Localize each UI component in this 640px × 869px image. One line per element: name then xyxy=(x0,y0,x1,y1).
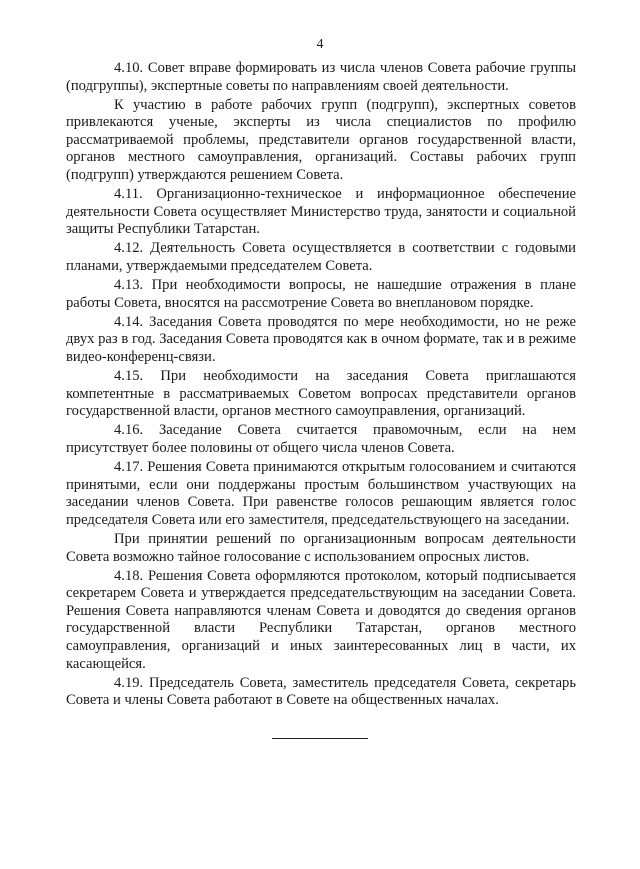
paragraph-4-15: 4.15. При необходимости на заседания Совета приглашаются компетентные в рассматриваемых Советом вопросах представители органов государственной власти, органов местного самоуправления, организаций. xyxy=(66,368,576,420)
paragraph-4-12: 4.12. Деятельность Совета осуществляется в соответствии с годовыми планами, утверждаемыми председателем Совета. xyxy=(66,240,576,275)
paragraph-4-14: 4.14. Заседания Совета проводятся по мере необходимости, но не реже двух раз в год. Заседания Совета проводятся как в очном формате, так и в режиме видео-конференц-связи. xyxy=(66,313,576,365)
document-body xyxy=(66,60,576,711)
paragraph-4-17: 4.17. Решения Совета принимаются открытым голосованием и считаются принятыми, если они поддержаны простым большинством участвующих на заседании членов Совета. При равенстве голосов решающим является голос председателя Совета или его заместителя, председательствующего на заседании. xyxy=(66,459,576,528)
end-of-document-rule xyxy=(272,738,368,739)
paragraph-4-16: 4.16. Заседание Совета считается правомочным, если на нем присутствует более половины от общего числа членов Совета. xyxy=(66,422,576,456)
paragraph-4-17-secret-vote: При принятии решений по организационным вопросам деятельности Совета возможно тайное голосование с использованием опросных листов. xyxy=(66,530,576,565)
paragraph-4-10: 4.10. Совет вправе формировать из числа членов Совета рабочие группы (подгруппы), экспертные советы по направлениям своей деятельности. xyxy=(66,60,576,94)
paragraph-4-10-experts: К участию в работе рабочих групп (подгрупп), экспертных советов привлекаются ученые, эксперты из числа специалистов по профилю рассматриваемой проблемы, представители органов государственной власти, органов местного самоуправления, организаций. Составы рабочих групп (подгрупп) утверждаются решением Совета. xyxy=(66,96,576,184)
paragraph-4-19: 4.19. Председатель Совета, заместитель председателя Совета, секретарь Совета и члены Совета работают в Совете на общественных началах. xyxy=(66,674,576,709)
paragraph-4-18: 4.18. Решения Совета оформляются протоколом, который подписывается секретарем Совета и утверждается председательствующим на заседании Совета. Решения Совета направляются членам Совета и доводятся до сведения органов государственной власти Республики Татарстан, органов местного самоуправления, организаций и иных заинтересованных лиц в части, их касающейся. xyxy=(66,567,576,672)
page-number: 4 xyxy=(316,37,324,52)
paragraph-4-11: 4.11. Организационно-техническое и информационное обеспечение деятельности Совета осуществляет Министерство труда, занятости и социальной защиты Республики Татарстан. xyxy=(66,186,576,238)
paragraph-4-13: 4.13. При необходимости вопросы, не нашедшие отражения в плане работы Совета, вносятся на рассмотрение Совета во внеплановом порядке. xyxy=(66,277,576,311)
